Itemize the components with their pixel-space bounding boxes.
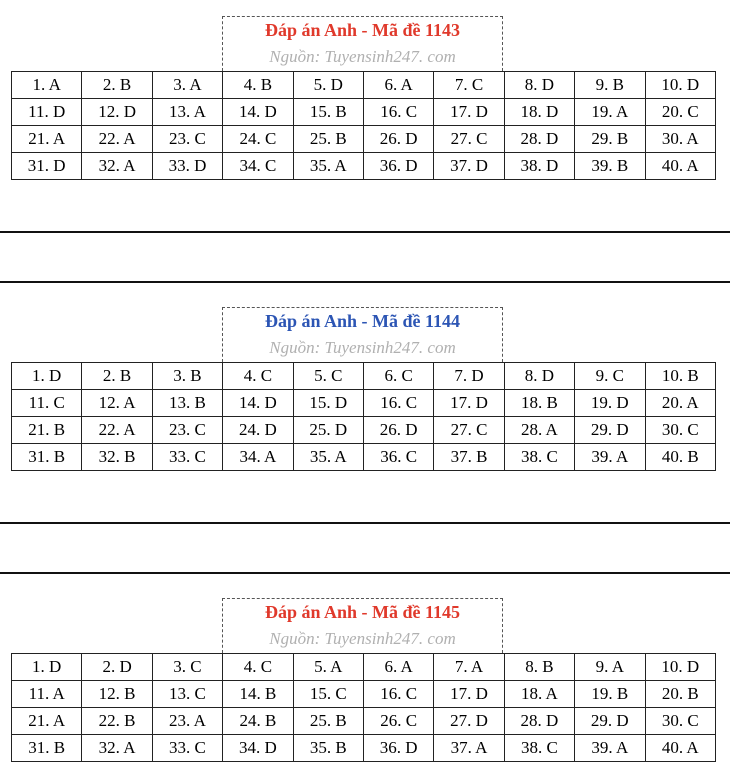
- answer-cell: 27. D: [434, 708, 504, 735]
- answer-cell: 32. A: [82, 735, 152, 762]
- answer-cell: 25. B: [293, 126, 363, 153]
- answer-cell: 16. C: [363, 99, 433, 126]
- answer-cell: 5. C: [293, 363, 363, 390]
- answer-title-1145: Đáp án Anh - Mã đề 1145: [264, 602, 461, 622]
- table-row: [12, 444, 716, 471]
- answer-cell: 3. B: [152, 363, 222, 390]
- answer-cell: 13. A: [152, 99, 222, 126]
- answer-cell: 30. C: [645, 708, 715, 735]
- answer-cell: 39. B: [575, 153, 645, 180]
- answer-table-1144: [11, 362, 716, 471]
- answer-cell: 10. D: [645, 654, 715, 681]
- answer-cell: 13. C: [152, 681, 222, 708]
- answer-cell: 34. A: [223, 444, 293, 471]
- answer-cell: 4. C: [223, 363, 293, 390]
- answer-cell: 33. C: [152, 735, 222, 762]
- answer-cell: 1. D: [12, 654, 82, 681]
- answer-cell: 31. B: [12, 735, 82, 762]
- answer-cell: 21. A: [12, 708, 82, 735]
- table-row: [12, 72, 716, 99]
- answer-cell: 31. D: [12, 153, 82, 180]
- answer-cell: 37. A: [434, 735, 504, 762]
- answer-cell: 12. B: [82, 681, 152, 708]
- answer-cell: 19. A: [575, 99, 645, 126]
- answer-cell: 29. D: [575, 708, 645, 735]
- title-box-1143: [222, 16, 503, 71]
- answer-cell: 12. A: [82, 390, 152, 417]
- table-row: [12, 99, 716, 126]
- answer-cell: 8. D: [504, 363, 574, 390]
- answer-cell: 37. D: [434, 153, 504, 180]
- answer-cell: 15. D: [293, 390, 363, 417]
- answer-cell: 17. D: [434, 99, 504, 126]
- answer-cell: 30. C: [645, 417, 715, 444]
- answer-cell: 35. A: [293, 444, 363, 471]
- answer-cell: 21. B: [12, 417, 82, 444]
- answer-cell: 29. D: [575, 417, 645, 444]
- answer-cell: 18. B: [504, 390, 574, 417]
- table-row: [12, 126, 716, 153]
- answer-cell: 22. A: [82, 126, 152, 153]
- table-row: [12, 681, 716, 708]
- answer-cell: 38. C: [504, 735, 574, 762]
- answer-cell: 36. D: [363, 735, 433, 762]
- answer-cell: 17. D: [434, 681, 504, 708]
- answer-cell: 35. B: [293, 735, 363, 762]
- answer-cell: 18. D: [504, 99, 574, 126]
- answer-cell: 16. C: [363, 681, 433, 708]
- answer-cell: 1. D: [12, 363, 82, 390]
- answer-cell: 30. A: [645, 126, 715, 153]
- answer-cell: 11. A: [12, 681, 82, 708]
- answer-cell: 11. C: [12, 390, 82, 417]
- answer-cell: 40. B: [645, 444, 715, 471]
- title-box-1144: [222, 307, 503, 362]
- answer-cell: 13. B: [152, 390, 222, 417]
- answer-cell: 9. C: [575, 363, 645, 390]
- table-row: [12, 417, 716, 444]
- table-row: [12, 708, 716, 735]
- answer-cell: 14. D: [223, 390, 293, 417]
- answer-cell: 20. B: [645, 681, 715, 708]
- answer-cell: 5. D: [293, 72, 363, 99]
- answer-cell: 4. B: [223, 72, 293, 99]
- answer-cell: 34. C: [223, 153, 293, 180]
- divider-line: [0, 572, 730, 574]
- answer-cell: 23. C: [152, 126, 222, 153]
- answer-cell: 33. D: [152, 153, 222, 180]
- source-label: Nguồn: Tuyensinh247. com: [269, 629, 456, 648]
- answer-cell: 8. B: [504, 654, 574, 681]
- answer-cell: 2. B: [82, 72, 152, 99]
- answer-cell: 28. A: [504, 417, 574, 444]
- answer-cell: 32. A: [82, 153, 152, 180]
- answer-cell: 20. A: [645, 390, 715, 417]
- answer-cell: 19. D: [575, 390, 645, 417]
- answer-cell: 16. C: [363, 390, 433, 417]
- answer-cell: 3. A: [152, 72, 222, 99]
- answer-cell: 26. D: [363, 126, 433, 153]
- divider-line: [0, 281, 730, 283]
- answer-cell: 18. A: [504, 681, 574, 708]
- answer-cell: 39. A: [575, 735, 645, 762]
- answer-cell: 2. B: [82, 363, 152, 390]
- answer-cell: 7. D: [434, 363, 504, 390]
- answer-cell: 9. A: [575, 654, 645, 681]
- answer-cell: 3. C: [152, 654, 222, 681]
- answer-cell: 15. B: [293, 99, 363, 126]
- answer-cell: 5. A: [293, 654, 363, 681]
- answer-cell: 7. C: [434, 72, 504, 99]
- answer-cell: 40. A: [645, 735, 715, 762]
- divider-line: [0, 231, 730, 233]
- answer-title-1144: Đáp án Anh - Mã đề 1144: [264, 311, 461, 331]
- answer-title-1143: Đáp án Anh - Mã đề 1143: [264, 20, 461, 40]
- answer-cell: 36. C: [363, 444, 433, 471]
- answer-cell: 39. A: [575, 444, 645, 471]
- answer-cell: 17. D: [434, 390, 504, 417]
- answer-cell: 35. A: [293, 153, 363, 180]
- answer-cell: 24. D: [223, 417, 293, 444]
- table-row: [12, 363, 716, 390]
- answer-cell: 8. D: [504, 72, 574, 99]
- answer-cell: 27. C: [434, 417, 504, 444]
- source-label: Nguồn: Tuyensinh247. com: [269, 338, 456, 357]
- source-label: Nguồn: Tuyensinh247. com: [269, 47, 456, 66]
- answer-cell: 27. C: [434, 126, 504, 153]
- answer-cell: 28. D: [504, 708, 574, 735]
- answer-cell: 25. B: [293, 708, 363, 735]
- answer-table-1143: [11, 71, 716, 180]
- table-row: [12, 153, 716, 180]
- answer-cell: 19. B: [575, 681, 645, 708]
- answer-cell: 14. D: [223, 99, 293, 126]
- answer-cell: 40. A: [645, 153, 715, 180]
- answer-cell: 6. C: [363, 363, 433, 390]
- answer-cell: 28. D: [504, 126, 574, 153]
- answer-cell: 11. D: [12, 99, 82, 126]
- answer-cell: 25. D: [293, 417, 363, 444]
- answer-cell: 14. B: [223, 681, 293, 708]
- table-row: [12, 735, 716, 762]
- answer-cell: 15. C: [293, 681, 363, 708]
- answer-cell: 32. B: [82, 444, 152, 471]
- answer-cell: 36. D: [363, 153, 433, 180]
- answer-cell: 26. D: [363, 417, 433, 444]
- answer-cell: 9. B: [575, 72, 645, 99]
- answer-cell: 29. B: [575, 126, 645, 153]
- answer-table-1145: [11, 653, 716, 762]
- answer-cell: 24. B: [223, 708, 293, 735]
- answer-cell: 20. C: [645, 99, 715, 126]
- answer-cell: 2. D: [82, 654, 152, 681]
- answer-cell: 31. B: [12, 444, 82, 471]
- answer-cell: 6. A: [363, 654, 433, 681]
- answer-cell: 6. A: [363, 72, 433, 99]
- answer-cell: 1. A: [12, 72, 82, 99]
- title-box-1145: [222, 598, 503, 653]
- table-row: [12, 654, 716, 681]
- answer-cell: 7. A: [434, 654, 504, 681]
- answer-cell: 38. C: [504, 444, 574, 471]
- answer-cell: 10. D: [645, 72, 715, 99]
- answer-cell: 34. D: [223, 735, 293, 762]
- answer-cell: 33. C: [152, 444, 222, 471]
- answer-cell: 23. C: [152, 417, 222, 444]
- answer-cell: 4. C: [223, 654, 293, 681]
- answer-cell: 24. C: [223, 126, 293, 153]
- answer-cell: 10. B: [645, 363, 715, 390]
- answer-cell: 21. A: [12, 126, 82, 153]
- answer-cell: 23. A: [152, 708, 222, 735]
- answer-cell: 26. C: [363, 708, 433, 735]
- answer-cell: 22. B: [82, 708, 152, 735]
- divider-line: [0, 522, 730, 524]
- answer-cell: 22. A: [82, 417, 152, 444]
- answer-cell: 38. D: [504, 153, 574, 180]
- table-row: [12, 390, 716, 417]
- answer-cell: 12. D: [82, 99, 152, 126]
- answer-cell: 37. B: [434, 444, 504, 471]
